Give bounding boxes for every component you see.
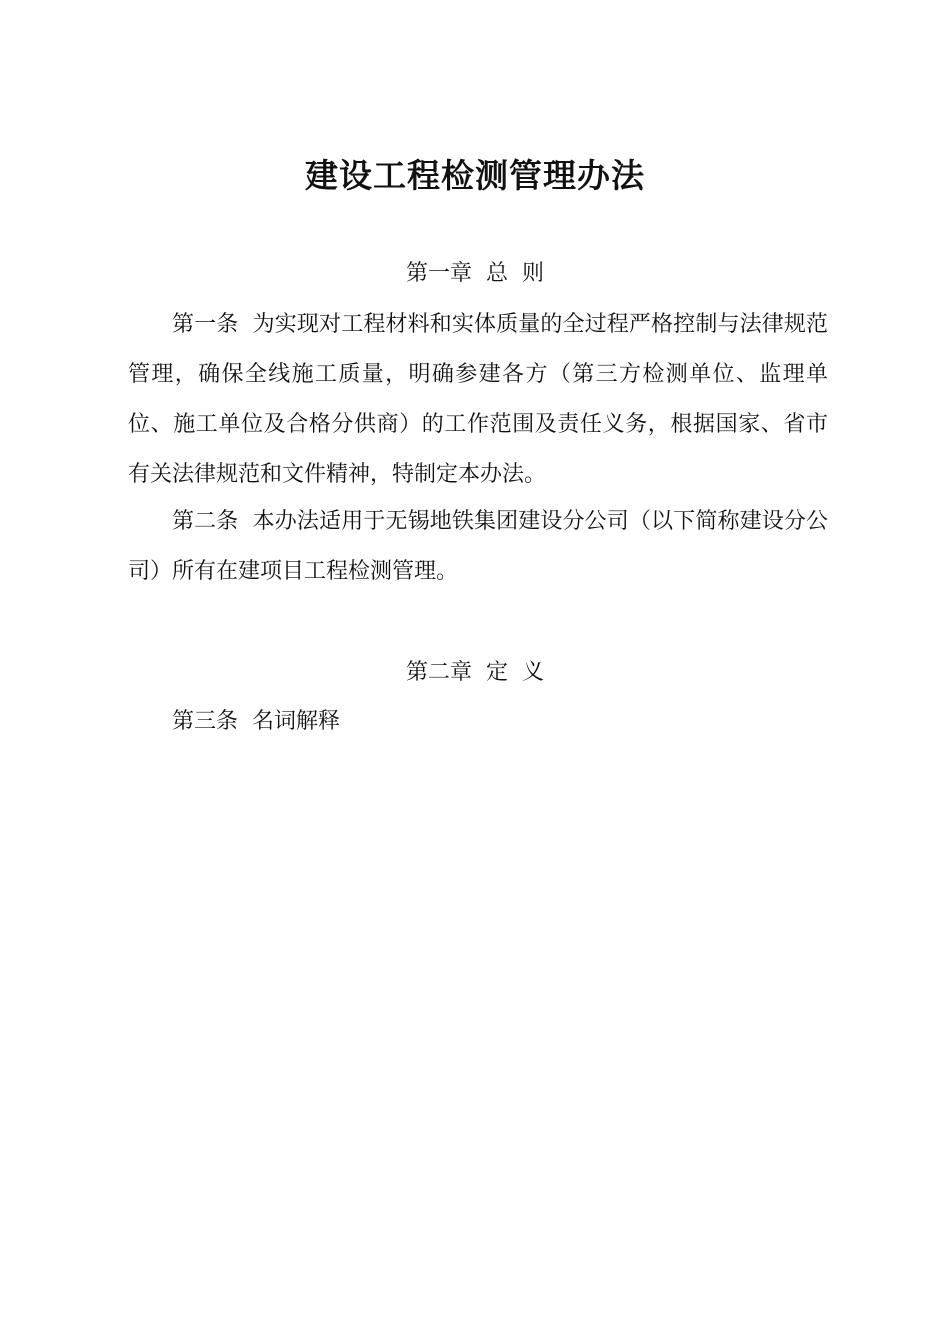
article-3-label: 第三条 (172, 709, 252, 734)
article-2 (128, 497, 828, 597)
article-1-label: 第一条 (172, 312, 253, 337)
chapter-1-heading: 第一章 总 则 (406, 261, 544, 286)
article-3 (128, 697, 828, 747)
document-title: 建设工程检测管理办法 (305, 156, 645, 195)
article-3-text: 名词解释 (252, 709, 341, 734)
article-2-text: 本办法适用于无锡地铁集团建设分公司（以下简称建设分公司）所有在建项目工程检测管理。 (128, 509, 828, 584)
article-1-text: 为实现对工程材料和实体质量的全过程严格控制与法律规范管理，确保全线施工质量，明确参建各方（第三方检测单位、监理单位、施工单位及合格分供商）的工作范围及责任义务，根据国家、省市有关法律规范和文件精神，特制定本办法。 (128, 312, 828, 487)
chapter-2-heading: 第二章 定 义 (406, 660, 544, 685)
article-1 (128, 300, 828, 500)
article-2-label: 第二条 (172, 509, 253, 534)
